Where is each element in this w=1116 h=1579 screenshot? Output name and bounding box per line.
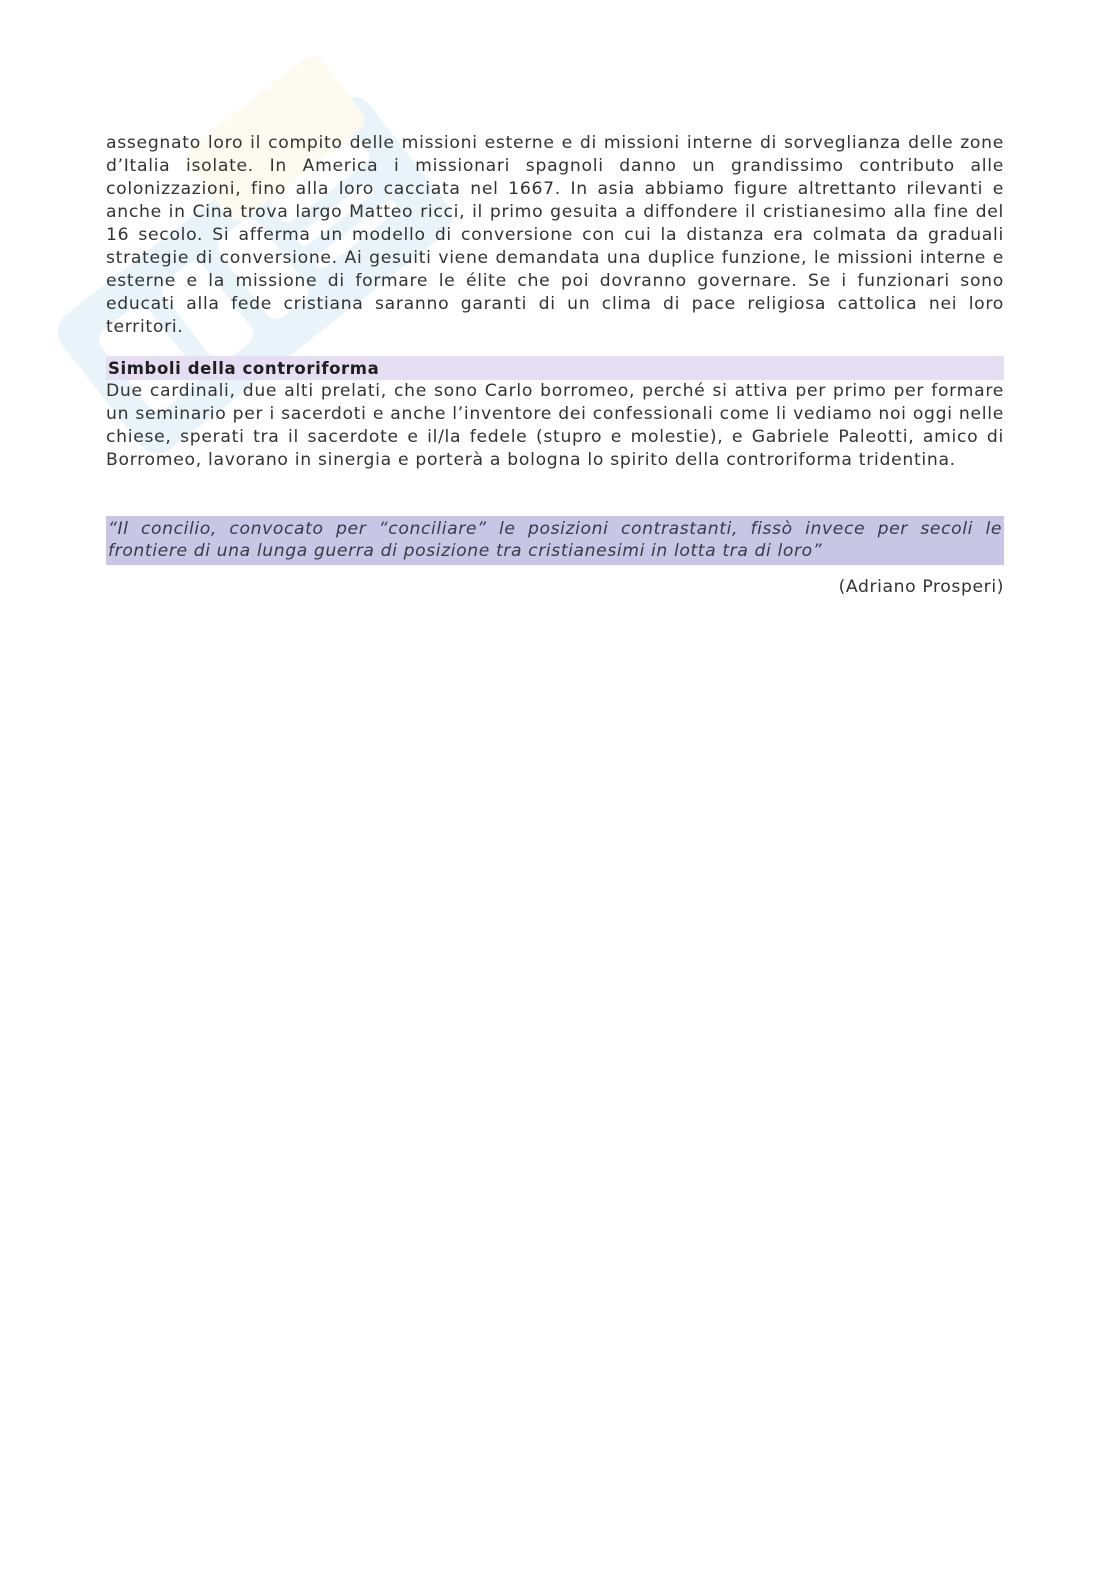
body-paragraph: assegnato loro il compito delle missioni esterne e di missioni interne di sorveglianza delle zone d’Italia isolate. In America i missionari spagnoli danno un grandissimo contributo alle colonizzazioni, fino alla loro cacciata nel 1667. In asia abbiamo figure altrettanto rilevanti e anche in Cina trova largo Matteo ricci, il primo gesuita a diffondere il cristianesimo alla fine del 16 secolo. Si afferma un modello di conversione con cui la distanza era colmata da graduali strategie di conversione. Ai gesuiti viene demandata una duplice funzione, le missioni interne e esterne e la missione di formare le élite che poi dovranno governare. Se i funzionari sono educati alla fede cristiana saranno garanti di un clima di pace religiosa cattolica nei loro territori. bbox=[106, 133, 1004, 337]
section-paragraph: Due cardinali, due alti prelati, che sono Carlo borromeo, perché si attiva per primo per formare un seminario per i sacerdoti e anche l’inventore dei confessionali come li vediamo noi oggi nelle chiese, sperati tra il sacerdote e il/la fedele (stupro e molestie), e Gabriele Paleotti, amico di Borromeo, lavorano in sinergia e porterà a bologna lo spirito della controriforma tridentina. bbox=[106, 381, 1004, 470]
section-heading: Simboli della controriforma bbox=[106, 356, 1004, 380]
quote-attribution: (Adriano Prosperi) bbox=[838, 577, 1004, 597]
highlighted-quote bbox=[106, 516, 1004, 565]
document-page bbox=[106, 132, 1004, 597]
quote-text: “Il concilio, convocato per “conciliare” le posizioni contrastanti, fissò invece per secoli le frontiere di una lunga guerra di posizione tra cristianesimi in lotta tra di loro” bbox=[108, 519, 1002, 561]
